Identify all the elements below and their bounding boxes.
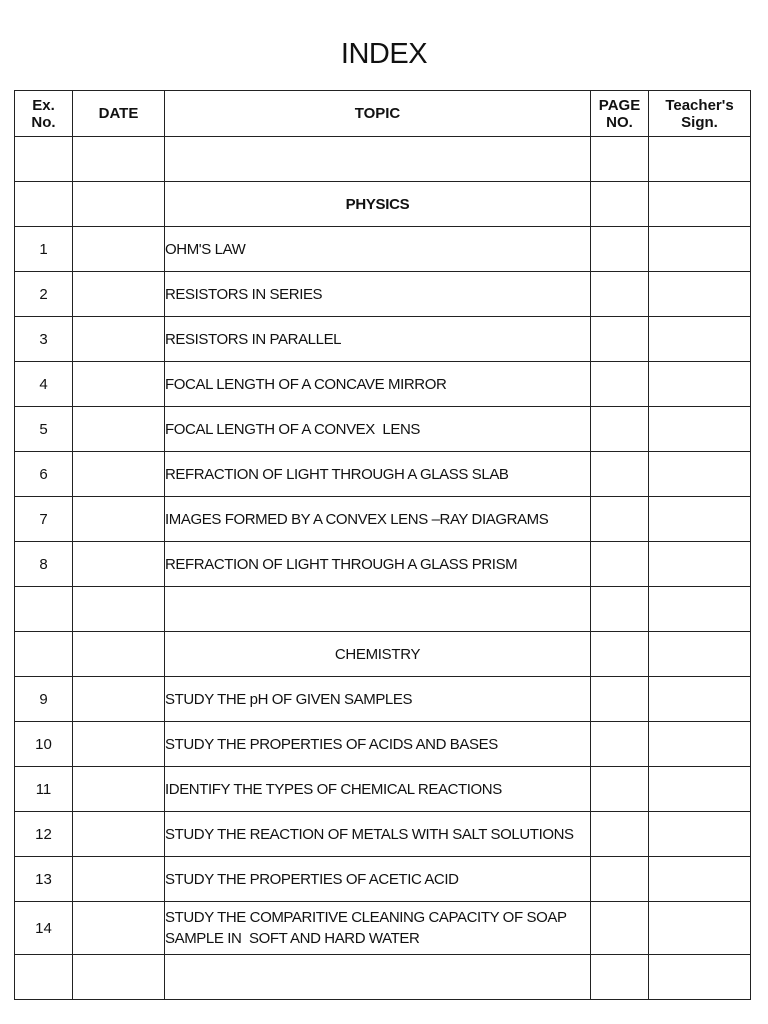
- sign-cell: [649, 857, 751, 902]
- sign-cell: [649, 812, 751, 857]
- topic-cell: IDENTIFY THE TYPES OF CHEMICAL REACTIONS: [165, 767, 591, 812]
- table-row: [15, 227, 751, 272]
- date-cell: [73, 407, 165, 452]
- ex-no-cell: 12: [15, 812, 73, 857]
- table-row: [15, 857, 751, 902]
- ex-no-cell: 4: [15, 362, 73, 407]
- header-row: [15, 91, 751, 137]
- topic-line2: SAMPLE IN SOFT AND HARD WATER: [165, 930, 420, 947]
- sign-cell: [649, 362, 751, 407]
- sign-cell: [649, 182, 751, 227]
- ex-no-cell: 9: [15, 677, 73, 722]
- table-row: [15, 767, 751, 812]
- ex-no-cell: 1: [15, 227, 73, 272]
- sign-cell: [649, 452, 751, 497]
- ex-no-cell: [15, 955, 73, 1000]
- topic-cell: RESISTORS IN SERIES: [165, 272, 591, 317]
- topic-cell: [165, 137, 591, 182]
- ex-no-header-line1: Ex.: [32, 96, 55, 114]
- sign-cell: [649, 407, 751, 452]
- page-no-header: [591, 91, 649, 137]
- page-no-cell: [591, 722, 649, 767]
- ex-no-cell: 6: [15, 452, 73, 497]
- section-row-chemistry: [15, 632, 751, 677]
- ex-no-cell: 11: [15, 767, 73, 812]
- sign-cell: [649, 902, 751, 955]
- date-cell: [73, 317, 165, 362]
- date-cell: [73, 452, 165, 497]
- ex-no-cell: [15, 137, 73, 182]
- page-no-cell: [591, 497, 649, 542]
- table-row: [15, 407, 751, 452]
- date-cell: [73, 497, 165, 542]
- page-no-cell: [591, 542, 649, 587]
- table-row: [15, 902, 751, 955]
- ex-no-cell: [15, 632, 73, 677]
- page-no-cell: [591, 857, 649, 902]
- sign-cell: [649, 497, 751, 542]
- topic-cell: RESISTORS IN PARALLEL: [165, 317, 591, 362]
- index-table: [14, 90, 751, 1000]
- date-header: DATE: [73, 91, 165, 137]
- topic-cell: STUDY THE PROPERTIES OF ACIDS AND BASES: [165, 722, 591, 767]
- sign-cell: [649, 677, 751, 722]
- date-cell: [73, 677, 165, 722]
- section-heading-physics: PHYSICS: [165, 182, 591, 227]
- ex-no-cell: [15, 587, 73, 632]
- page-no-cell: [591, 677, 649, 722]
- teacher-sign-header-line2: Sign.: [681, 113, 718, 131]
- date-cell: [73, 137, 165, 182]
- table-row: [15, 722, 751, 767]
- topic-header: TOPIC: [165, 91, 591, 137]
- sign-cell: [649, 227, 751, 272]
- page-no-cell: [591, 812, 649, 857]
- table-row: [15, 677, 751, 722]
- table-row: [15, 497, 751, 542]
- sign-cell: [649, 317, 751, 362]
- date-cell: [73, 955, 165, 1000]
- ex-no-header-line2: No.: [31, 113, 56, 131]
- date-cell: [73, 812, 165, 857]
- topic-cell: [165, 955, 591, 1000]
- topic-cell: FOCAL LENGTH OF A CONVEX LENS: [165, 407, 591, 452]
- sign-cell: [649, 272, 751, 317]
- page-no-cell: [591, 955, 649, 1000]
- date-cell: [73, 542, 165, 587]
- ex-no-cell: 3: [15, 317, 73, 362]
- page-no-cell: [591, 182, 649, 227]
- section-row-physics: [15, 182, 751, 227]
- date-cell: [73, 632, 165, 677]
- sign-cell: [649, 542, 751, 587]
- page-no-header-line1: PAGE: [598, 96, 641, 114]
- teacher-sign-header: [649, 91, 751, 137]
- ex-no-cell: 14: [15, 902, 73, 955]
- date-cell: [73, 857, 165, 902]
- topic-cell: REFRACTION OF LIGHT THROUGH A GLASS SLAB: [165, 452, 591, 497]
- page-no-cell: [591, 317, 649, 362]
- blank-row: [15, 137, 751, 182]
- ex-no-cell: 7: [15, 497, 73, 542]
- date-cell: [73, 227, 165, 272]
- date-cell: [73, 587, 165, 632]
- sign-cell: [649, 587, 751, 632]
- sign-cell: [649, 767, 751, 812]
- topic-cell: [165, 902, 591, 955]
- table-row: [15, 272, 751, 317]
- page-no-cell: [591, 632, 649, 677]
- topic-cell: OHM'S LAW: [165, 227, 591, 272]
- page-no-cell: [591, 407, 649, 452]
- page-no-cell: [591, 137, 649, 182]
- page-title: INDEX: [340, 38, 428, 70]
- blank-row: [15, 587, 751, 632]
- topic-cell: STUDY THE pH OF GIVEN SAMPLES: [165, 677, 591, 722]
- ex-no-cell: 2: [15, 272, 73, 317]
- date-cell: [73, 182, 165, 227]
- page-no-cell: [591, 227, 649, 272]
- ex-no-cell: 10: [15, 722, 73, 767]
- date-cell: [73, 767, 165, 812]
- topic-cell: IMAGES FORMED BY A CONVEX LENS –RAY DIAGRAMS: [165, 497, 591, 542]
- page-no-cell: [591, 362, 649, 407]
- ex-no-cell: [15, 182, 73, 227]
- ex-no-cell: 13: [15, 857, 73, 902]
- table-row: [15, 317, 751, 362]
- date-cell: [73, 362, 165, 407]
- blank-row: [15, 955, 751, 1000]
- topic-cell: STUDY THE PROPERTIES OF ACETIC ACID: [165, 857, 591, 902]
- topic-cell: STUDY THE REACTION OF METALS WITH SALT SOLUTIONS: [165, 812, 591, 857]
- topic-cell: REFRACTION OF LIGHT THROUGH A GLASS PRISM: [165, 542, 591, 587]
- date-cell: [73, 272, 165, 317]
- ex-no-header: [15, 91, 73, 137]
- ex-no-cell: 5: [15, 407, 73, 452]
- topic-cell: [165, 587, 591, 632]
- page-no-cell: [591, 587, 649, 632]
- topic-line1: STUDY THE COMPARITIVE CLEANING CAPACITY OF SOAP: [165, 909, 567, 926]
- ex-no-cell: 8: [15, 542, 73, 587]
- sign-cell: [649, 722, 751, 767]
- sign-cell: [649, 632, 751, 677]
- date-cell: [73, 902, 165, 955]
- teacher-sign-header-line1: Teacher's: [665, 96, 734, 114]
- page-no-cell: [591, 452, 649, 497]
- table-row: [15, 542, 751, 587]
- table-row: [15, 812, 751, 857]
- page-no-cell: [591, 902, 649, 955]
- page-no-header-line2: NO.: [606, 113, 633, 131]
- page-no-cell: [591, 272, 649, 317]
- date-cell: [73, 722, 165, 767]
- table-row: [15, 452, 751, 497]
- section-heading-chemistry: CHEMISTRY: [165, 632, 591, 677]
- table-row: [15, 362, 751, 407]
- sign-cell: [649, 955, 751, 1000]
- sign-cell: [649, 137, 751, 182]
- page-no-cell: [591, 767, 649, 812]
- topic-cell: FOCAL LENGTH OF A CONCAVE MIRROR: [165, 362, 591, 407]
